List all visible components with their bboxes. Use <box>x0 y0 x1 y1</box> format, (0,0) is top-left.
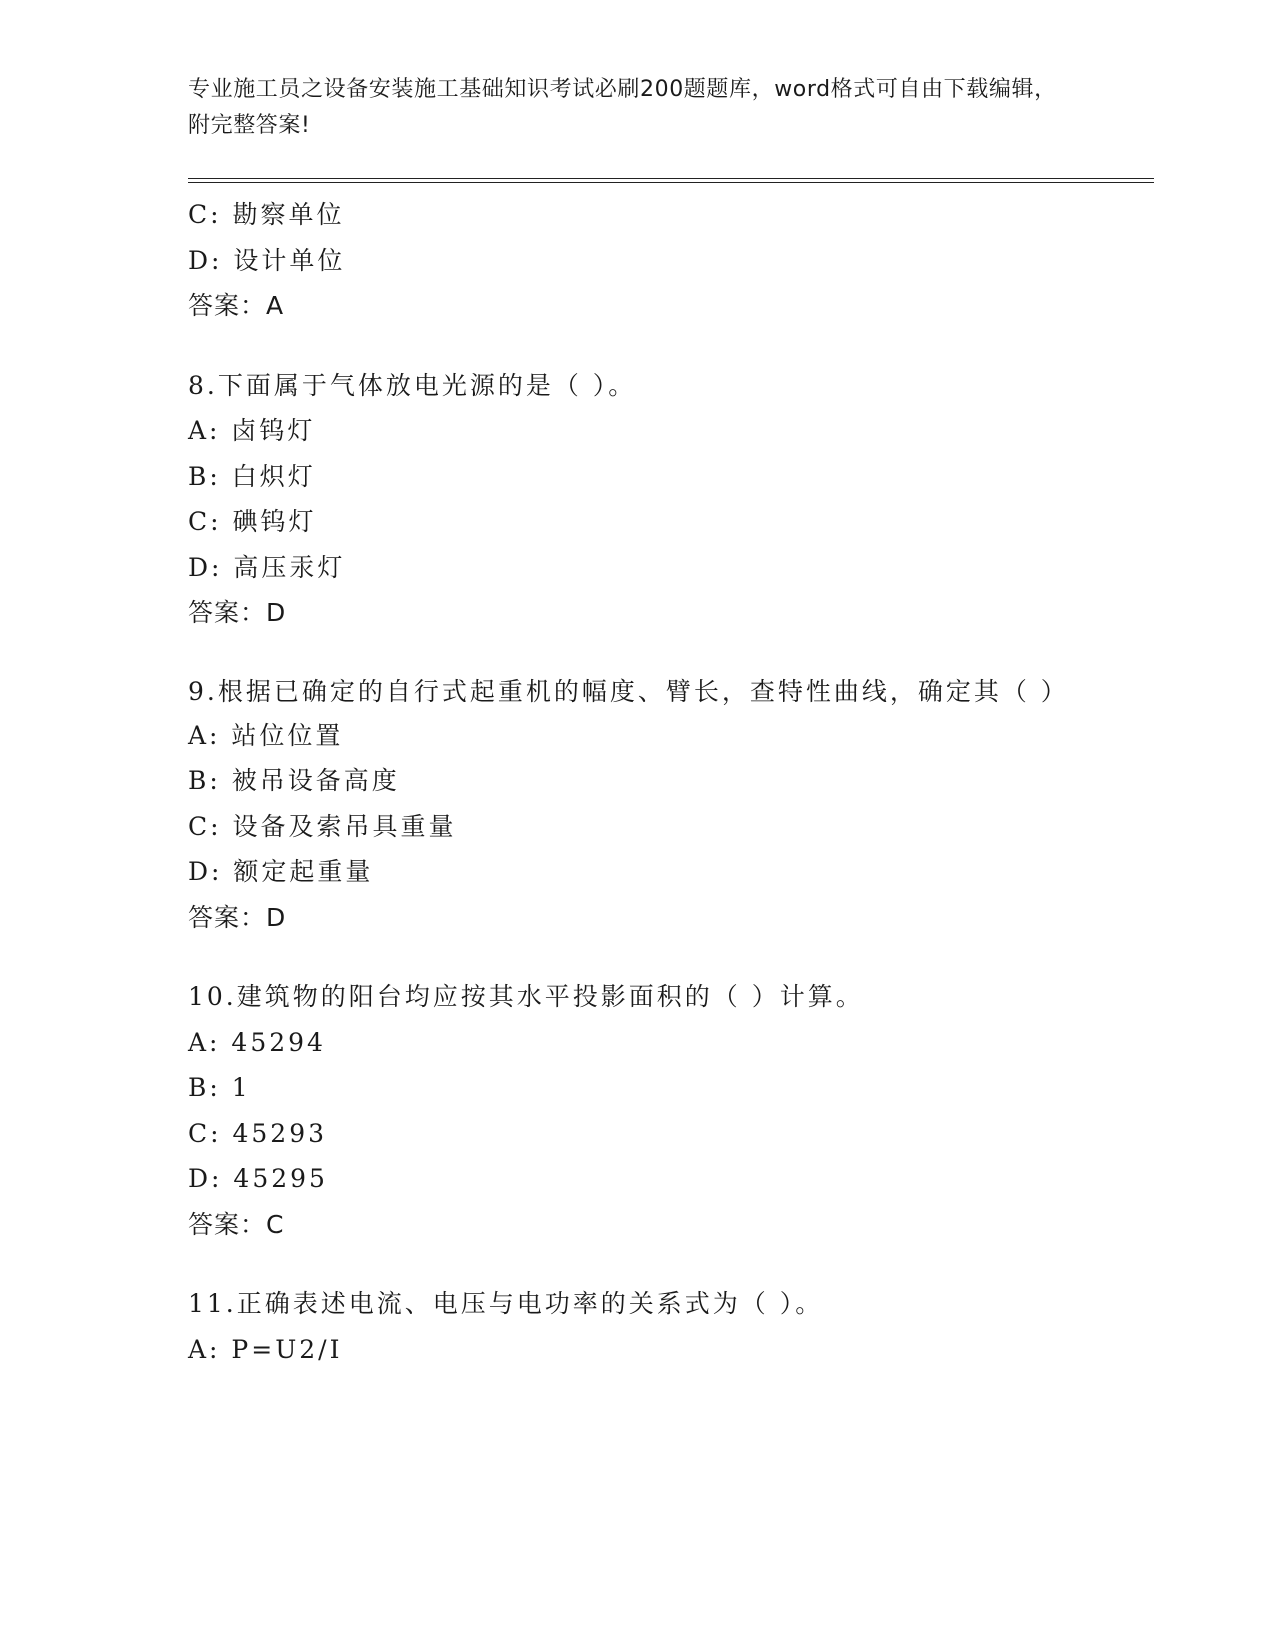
question-continued <box>188 192 1078 329</box>
option-a: A: 站位位置 <box>188 720 344 750</box>
option-c: C: 碘钨灯 <box>188 507 317 536</box>
question-stem: 9.根据已确定的自行式起重机的幅度、臂长，查特性曲线，确定其（ ） <box>188 676 1069 706</box>
option-a: A: 卤钨灯 <box>188 416 316 445</box>
question-list <box>188 192 1078 1372</box>
option-d: D: 45295 <box>188 1164 328 1193</box>
option-a: A: P=U2/I <box>188 1334 343 1364</box>
question-11 <box>188 1281 1078 1372</box>
document-header: 专业施工员之设备安装施工基础知识考试必刷200题题库，word格式可自由下载编辑，附完整答案! <box>188 77 1057 138</box>
option-b: B: 被吊设备高度 <box>188 766 400 795</box>
option-c: C: 设备及索吊具重量 <box>188 811 457 841</box>
option-a: A: 45294 <box>188 1027 326 1057</box>
answer-line: 答案：C <box>188 1209 285 1239</box>
option-b: B: 1 <box>188 1073 251 1102</box>
header-divider <box>188 178 1154 183</box>
answer-line: 答案：A <box>188 291 285 320</box>
answer-line: 答案：D <box>188 902 287 932</box>
option-b: B: 白炽灯 <box>188 461 316 491</box>
option-c: C: 勘察单位 <box>188 200 345 229</box>
question-8 <box>188 363 1078 636</box>
answer-line: 答案：D <box>188 598 287 627</box>
question-stem: 10.建筑物的阳台均应按其水平投影面积的（ ）计算。 <box>188 982 864 1011</box>
question-9 <box>188 670 1078 941</box>
option-d: D: 高压汞灯 <box>188 552 346 582</box>
question-stem: 11.正确表述电流、电压与电功率的关系式为（ ）。 <box>188 1289 824 1318</box>
option-d: D: 额定起重量 <box>188 857 374 886</box>
question-10 <box>188 974 1078 1247</box>
option-d: D: 设计单位 <box>188 245 346 275</box>
option-c: C: 45293 <box>188 1118 328 1148</box>
question-stem: 8.下面属于气体放电光源的是（ ）。 <box>188 370 637 400</box>
